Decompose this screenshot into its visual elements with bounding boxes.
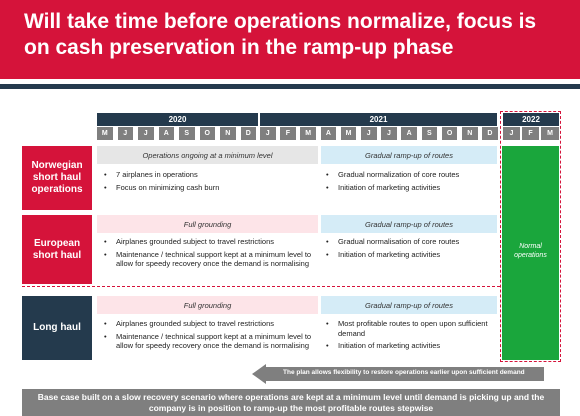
year-2020: 2020 <box>97 113 258 126</box>
month-cell: S <box>422 127 438 140</box>
month-cell: O <box>200 127 216 140</box>
month-cell: J <box>138 127 154 140</box>
month-cell: J <box>260 127 276 140</box>
month-cell: D <box>482 127 498 140</box>
phase-band: Gradual ramp-up of routes <box>321 146 497 164</box>
bullet-list <box>102 237 316 272</box>
month-cell: M <box>541 127 559 140</box>
list-item: • Maintenance / technical support kept at a minimum level to allow for speedy recovery once the demand is normalising <box>102 250 316 269</box>
list-item: • Airplanes grounded subject to travel restrictions <box>102 319 316 329</box>
month-cell: J <box>361 127 377 140</box>
month-cell: M <box>97 127 113 140</box>
month-cell: F <box>522 127 539 140</box>
outlook-2022-frame <box>500 111 561 362</box>
page-title: Will take time before operations normalize, focus is on cash preservation in the ramp-up phase <box>24 10 537 59</box>
divider <box>0 84 580 89</box>
month-cell: M <box>341 127 357 140</box>
row-divider <box>22 286 500 287</box>
normal-operations-label: Normal operations <box>514 243 547 259</box>
list-item: • Focus on minimizing cash burn <box>102 183 316 193</box>
month-cell: O <box>442 127 458 140</box>
flexibility-note: The plan allows flexibility to restore operations earlier upon sufficient demand <box>283 369 525 376</box>
month-cell: F <box>280 127 296 140</box>
month-cell: J <box>503 127 520 140</box>
row-label-norwegian: Norwegian short haul operations <box>22 146 92 210</box>
row-label-european: European short haul <box>22 215 92 284</box>
month-cell: A <box>321 127 337 140</box>
list-item: • Maintenance / technical support kept at a minimum level to allow for speedy recovery once the demand is normalising <box>102 332 316 351</box>
bullet-list <box>324 170 496 195</box>
summary-footer: Base case built on a slow recovery scenario where operations are kept at a minimum level until demand is picking up and the company is in position to ramp-up the most profitable routes stepwise <box>22 389 560 416</box>
list-item: • Most profitable routes to open upon sufficient demand <box>324 319 496 338</box>
row-label-longhaul: Long haul <box>22 296 92 360</box>
list-item: • Gradual normalisation of core routes <box>324 237 496 247</box>
month-cell: N <box>220 127 236 140</box>
list-item: • Gradual normalization of core routes <box>324 170 496 180</box>
list-item: • 7 airplanes in operations <box>102 170 316 180</box>
phase-band: Full grounding <box>97 215 318 233</box>
phase-band: Operations ongoing at a minimum level <box>97 146 318 164</box>
month-cell: N <box>462 127 478 140</box>
month-cell: J <box>381 127 397 140</box>
list-item: • Initiation of marketing activities <box>324 183 496 193</box>
phase-band: Gradual ramp-up of routes <box>321 215 497 233</box>
bullet-list <box>324 237 496 262</box>
phase-band: Full grounding <box>97 296 318 314</box>
phase-band: Gradual ramp-up of routes <box>321 296 497 314</box>
bullet-list <box>102 170 316 195</box>
year-2022: 2022 <box>503 113 559 126</box>
month-strip <box>97 127 561 140</box>
month-cell: A <box>401 127 417 140</box>
list-item: • Airplanes grounded subject to travel restrictions <box>102 237 316 247</box>
month-cell: D <box>241 127 257 140</box>
month-cell: A <box>159 127 175 140</box>
bullet-list <box>324 319 496 354</box>
month-cell: M <box>300 127 316 140</box>
list-item: • Initiation of marketing activities <box>324 341 496 351</box>
month-cell: S <box>179 127 195 140</box>
year-2021: 2021 <box>260 113 497 126</box>
bullet-list <box>102 319 316 354</box>
list-item: • Initiation of marketing activities <box>324 250 496 260</box>
month-cell: J <box>118 127 134 140</box>
